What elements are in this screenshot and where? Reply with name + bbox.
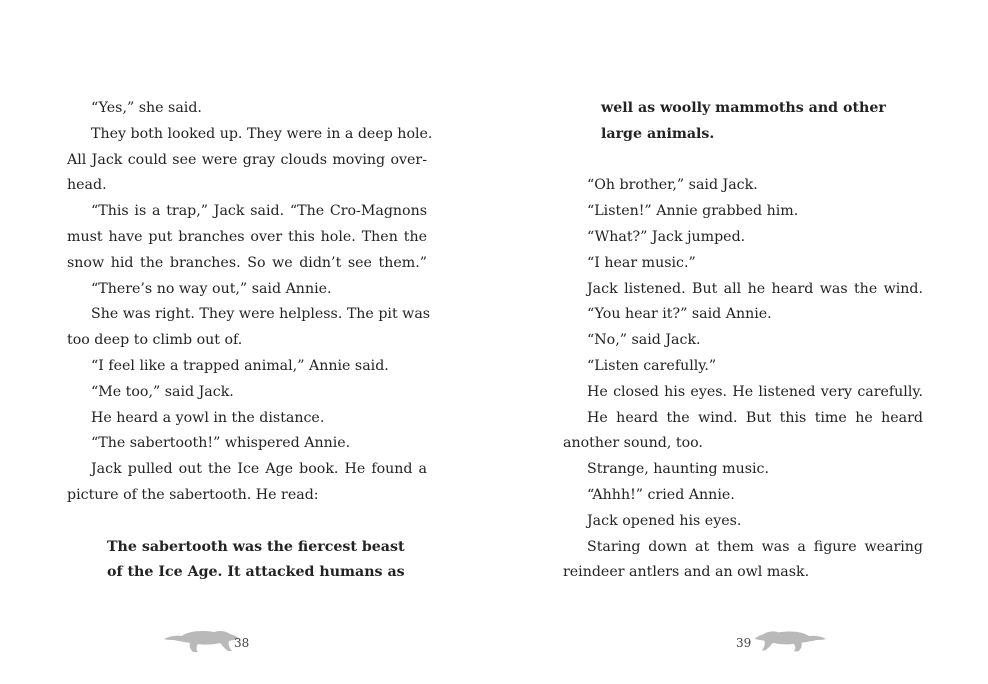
text-line: “The sabertooth!” whispered Annie. [91, 435, 351, 452]
text-line: He closed his eyes. He listened very carefully. [587, 383, 923, 400]
text-line: Strange, haunting music. [587, 461, 769, 478]
text-line: Jack listened. But all he heard was the wind. [587, 280, 923, 297]
text-line: picture of the sabertooth. He read: [67, 486, 319, 503]
blank-line [67, 509, 427, 535]
page-number: 38 [234, 636, 250, 650]
text-line: “Yes,” she said. [91, 100, 202, 116]
text-line: Jack pulled out the Ice Age book. He found a [91, 461, 427, 478]
text-line: She was right. They were helpless. The pit was [91, 306, 431, 323]
text-line: Jack opened his eyes. [587, 512, 742, 529]
quote-line: large animals. [601, 125, 715, 142]
text-line: “You hear it?” said Annie. [587, 306, 772, 323]
sabertooth-silhouette-icon [162, 624, 240, 654]
text-line: He heard a yowl in the distance. [91, 409, 325, 426]
right-page-footer [730, 624, 830, 656]
quote-line: well as woolly mammoths and other [601, 100, 886, 116]
book-quote [67, 535, 427, 587]
text-line: another sound, too. [563, 435, 703, 452]
text-line: “Me too,” said Jack. [91, 383, 234, 400]
left-page [67, 96, 433, 586]
text-line: “Oh brother,” said Jack. [587, 177, 758, 194]
book-quote [563, 96, 923, 148]
text-line: Staring down at them was a figure wearing [587, 538, 923, 555]
text-line: “I hear music.” [587, 254, 696, 271]
text-line: reindeer antlers and an owl mask. [563, 564, 810, 581]
text-line: “What?” Jack jumped. [587, 228, 746, 245]
text-line: “Listen!” Annie grabbed him. [587, 203, 799, 220]
text-line: He heard the wind. But this time he heard [587, 409, 923, 426]
text-line: “No,” said Jack. [587, 332, 701, 349]
text-line: “Ahhh!” cried Annie. [587, 486, 735, 503]
page-number: 39 [736, 636, 752, 650]
text-line: head. [67, 177, 107, 194]
text-line: must have put branches over this hole. Then the [67, 228, 427, 245]
text-line: “There’s no way out,” said Annie. [91, 280, 332, 297]
text-line: They both looked up. They were in a deep hole. [91, 125, 433, 142]
blank-line [563, 148, 923, 174]
right-page [563, 96, 923, 586]
text-line: “Listen carefully.” [587, 357, 717, 374]
text-line: too deep to climb out of. [67, 332, 243, 349]
text-line: snow hid the branches. So we didn’t see them.” [67, 254, 427, 271]
sabertooth-silhouette-icon [754, 624, 828, 654]
quote-line: The sabertooth was the fiercest beast [107, 538, 405, 555]
text-line: All Jack could see were gray clouds moving over- [67, 151, 427, 168]
text-line: “This is a trap,” Jack said. “The Cro-Magnons [91, 203, 427, 220]
quote-line: of the Ice Age. It attacked humans as [107, 564, 405, 581]
text-line: “I feel like a trapped animal,” Annie said. [91, 357, 389, 374]
left-page-footer [162, 624, 262, 656]
